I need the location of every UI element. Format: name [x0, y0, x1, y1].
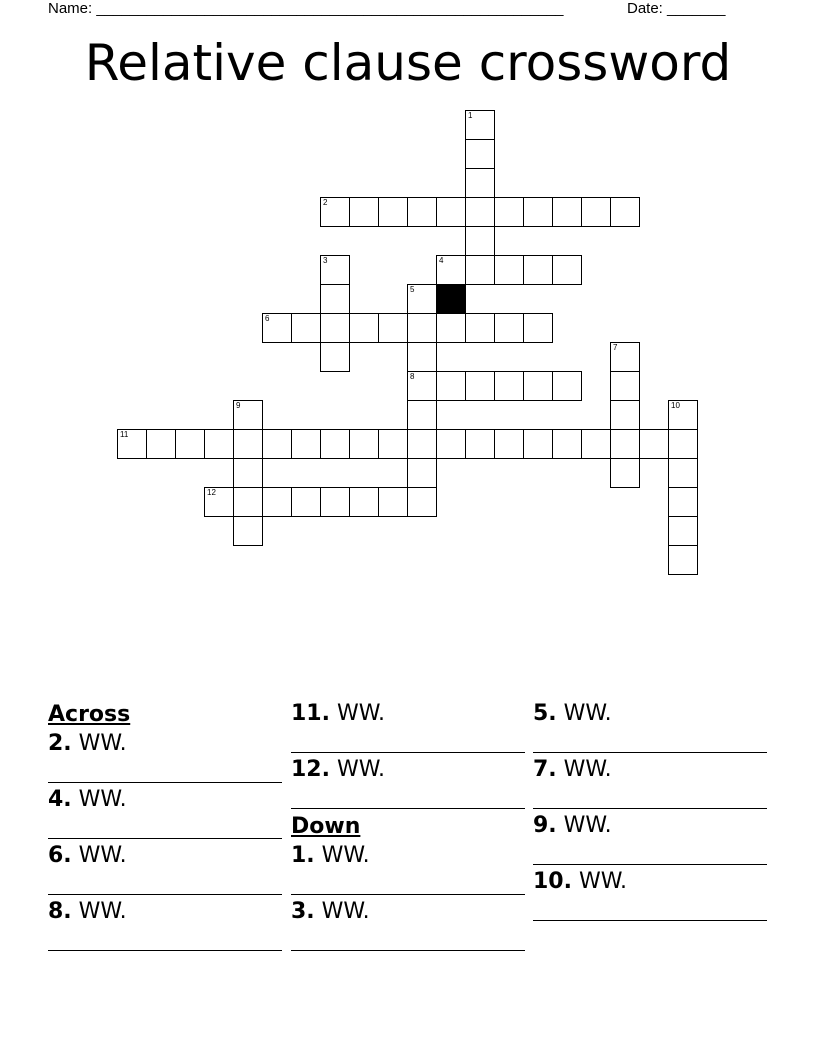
- clue-text: WW.: [578, 869, 627, 894]
- grid-cell[interactable]: [378, 487, 408, 517]
- grid-cell[interactable]: [581, 429, 611, 459]
- grid-cell[interactable]: [494, 313, 524, 343]
- grid-cell[interactable]: [204, 487, 234, 517]
- grid-cell[interactable]: [291, 487, 321, 517]
- grid-cell[interactable]: [465, 429, 495, 459]
- clue-down-5: [533, 698, 769, 754]
- answer-blank[interactable]: [533, 894, 767, 921]
- grid-cell[interactable]: [668, 400, 698, 430]
- grid-cell[interactable]: [378, 197, 408, 227]
- clue-number-label: 5: [410, 285, 415, 294]
- grid-cell[interactable]: [349, 313, 379, 343]
- clue-column-3: [533, 698, 769, 922]
- grid-cell[interactable]: [552, 429, 582, 459]
- clue-text: WW.: [78, 731, 127, 756]
- clues-section: [48, 698, 770, 998]
- grid-cell[interactable]: [320, 487, 350, 517]
- grid-cell[interactable]: [233, 487, 263, 517]
- clue-number: 8.: [48, 899, 72, 924]
- grid-cell[interactable]: [552, 197, 582, 227]
- grid-cell[interactable]: [465, 110, 495, 140]
- clue-number: 5.: [533, 701, 557, 726]
- clue-across-4: [48, 784, 284, 840]
- answer-blank[interactable]: [291, 782, 525, 809]
- grid-cell[interactable]: [436, 255, 466, 285]
- grid-cell[interactable]: [668, 429, 698, 459]
- page-title: Relative clause crossword: [84, 34, 732, 92]
- answer-blank[interactable]: [533, 782, 767, 809]
- clue-number-label: 6: [265, 314, 270, 323]
- grid-cell[interactable]: [494, 197, 524, 227]
- answer-blank[interactable]: [533, 838, 767, 865]
- grid-cell[interactable]: [262, 429, 292, 459]
- clue-number: 11.: [291, 701, 330, 726]
- grid-cell[interactable]: [668, 487, 698, 517]
- grid-cell[interactable]: [610, 400, 640, 430]
- grid-cell[interactable]: [117, 429, 147, 459]
- clue-across-8: [48, 896, 284, 952]
- grid-cell[interactable]: [465, 255, 495, 285]
- grid-cell[interactable]: [262, 487, 292, 517]
- grid-cell[interactable]: [494, 429, 524, 459]
- grid-cell[interactable]: [465, 197, 495, 227]
- clue-number: 9.: [533, 813, 557, 838]
- grid-cell[interactable]: [523, 371, 553, 401]
- grid-cell[interactable]: [552, 255, 582, 285]
- grid-cell[interactable]: [291, 313, 321, 343]
- clue-down-3: [291, 896, 527, 952]
- grid-cell[interactable]: [436, 197, 466, 227]
- clue-column-2: [291, 698, 527, 952]
- grid-cell[interactable]: [610, 371, 640, 401]
- clue-across-2: [48, 728, 284, 784]
- grid-cell[interactable]: [349, 197, 379, 227]
- answer-blank[interactable]: [48, 924, 282, 951]
- clue-number: 1.: [291, 843, 315, 868]
- grid-cell[interactable]: [407, 487, 437, 517]
- grid-cell[interactable]: [262, 313, 292, 343]
- grid-cell[interactable]: [436, 313, 466, 343]
- answer-blank[interactable]: [291, 726, 525, 753]
- grid-cell[interactable]: [407, 371, 437, 401]
- grid-cell[interactable]: [349, 429, 379, 459]
- clue-text: WW.: [321, 843, 370, 868]
- clue-number-label: 12: [207, 488, 216, 497]
- answer-blank[interactable]: [48, 812, 282, 839]
- date-field-label: Date: _______: [627, 0, 726, 17]
- clue-number-label: 11: [120, 430, 129, 439]
- grid-cell[interactable]: [233, 458, 263, 488]
- grid-cell[interactable]: [407, 284, 437, 314]
- clue-number: 7.: [533, 757, 557, 782]
- grid-cell[interactable]: [668, 516, 698, 546]
- name-field-label: Name: ________________________________________________________: [48, 0, 564, 17]
- grid-cell[interactable]: [465, 168, 495, 198]
- grid-cell[interactable]: [233, 516, 263, 546]
- grid-cell[interactable]: [523, 255, 553, 285]
- clue-across-12: [291, 754, 527, 810]
- clue-number-label: 10: [671, 401, 680, 410]
- clue-number: 6.: [48, 843, 72, 868]
- clue-text: WW.: [336, 701, 385, 726]
- clue-number: 2.: [48, 731, 72, 756]
- down-heading: Down: [291, 814, 361, 839]
- answer-blank[interactable]: [48, 756, 282, 783]
- grid-cell[interactable]: [610, 429, 640, 459]
- grid-cell[interactable]: [610, 197, 640, 227]
- grid-cell[interactable]: [465, 139, 495, 169]
- grid-cell[interactable]: [610, 342, 640, 372]
- clue-text: WW.: [321, 899, 370, 924]
- clue-down-1: [291, 840, 527, 896]
- grid-cell[interactable]: [291, 429, 321, 459]
- across-heading: Across: [48, 702, 131, 727]
- clue-across-11: [291, 698, 527, 754]
- grid-cell[interactable]: [465, 371, 495, 401]
- grid-cell[interactable]: [407, 400, 437, 430]
- answer-blank[interactable]: [533, 726, 767, 753]
- clue-across-6: [48, 840, 284, 896]
- grid-cell[interactable]: [378, 313, 408, 343]
- grid-cell[interactable]: [233, 400, 263, 430]
- grid-cell[interactable]: [465, 313, 495, 343]
- grid-cell[interactable]: [523, 429, 553, 459]
- clue-down-9: [533, 810, 769, 866]
- clue-text: WW.: [78, 843, 127, 868]
- grid-cell[interactable]: [436, 371, 466, 401]
- clue-number-label: 8: [410, 372, 415, 381]
- answer-blank[interactable]: [48, 868, 282, 895]
- grid-cell[interactable]: [407, 197, 437, 227]
- grid-cell[interactable]: [523, 197, 553, 227]
- clue-number-label: 4: [439, 256, 444, 265]
- clue-text: WW.: [563, 757, 612, 782]
- grid-cell[interactable]: [668, 458, 698, 488]
- clue-number-label: 9: [236, 401, 241, 410]
- grid-cell[interactable]: [668, 545, 698, 575]
- clue-down-7: [533, 754, 769, 810]
- clue-number-label: 3: [323, 256, 328, 265]
- grid-cell[interactable]: [378, 429, 408, 459]
- clue-number-label: 2: [323, 198, 328, 207]
- grid-cell[interactable]: [494, 255, 524, 285]
- clue-number: 10.: [533, 869, 572, 894]
- grid-cell[interactable]: [407, 313, 437, 343]
- grid-cell[interactable]: [407, 458, 437, 488]
- clue-number-label: 7: [613, 343, 618, 352]
- grid-cell[interactable]: [204, 429, 234, 459]
- grid-cell[interactable]: [320, 342, 350, 372]
- grid-cell[interactable]: [407, 342, 437, 372]
- grid-cell[interactable]: [320, 284, 350, 314]
- answer-blank[interactable]: [291, 924, 525, 951]
- grid-cell[interactable]: [465, 226, 495, 256]
- grid-cell[interactable]: [146, 429, 176, 459]
- grid-cell[interactable]: [233, 429, 263, 459]
- clue-number: 12.: [291, 757, 330, 782]
- grid-cell[interactable]: [581, 197, 611, 227]
- grid-cell[interactable]: [610, 458, 640, 488]
- clue-text: WW.: [336, 757, 385, 782]
- clue-number: 3.: [291, 899, 315, 924]
- clue-text: WW.: [78, 899, 127, 924]
- grid-cell[interactable]: [494, 371, 524, 401]
- grid-cell[interactable]: [523, 313, 553, 343]
- shaded-cell: [436, 284, 466, 314]
- grid-cell[interactable]: [349, 487, 379, 517]
- clue-column-1: [48, 698, 284, 952]
- clue-number: 4.: [48, 787, 72, 812]
- grid-cell[interactable]: [320, 197, 350, 227]
- grid-cell[interactable]: [320, 255, 350, 285]
- clue-text: WW.: [78, 787, 127, 812]
- grid-cell[interactable]: [175, 429, 205, 459]
- grid-cell[interactable]: [320, 313, 350, 343]
- grid-cell[interactable]: [407, 429, 437, 459]
- grid-cell[interactable]: [436, 429, 466, 459]
- clue-number-label: 1: [468, 111, 473, 120]
- clue-down-10: [533, 866, 769, 922]
- grid-cell[interactable]: [552, 371, 582, 401]
- clue-text: WW.: [563, 813, 612, 838]
- grid-cell[interactable]: [639, 429, 669, 459]
- answer-blank[interactable]: [291, 868, 525, 895]
- clue-text: WW.: [563, 701, 612, 726]
- grid-cell[interactable]: [320, 429, 350, 459]
